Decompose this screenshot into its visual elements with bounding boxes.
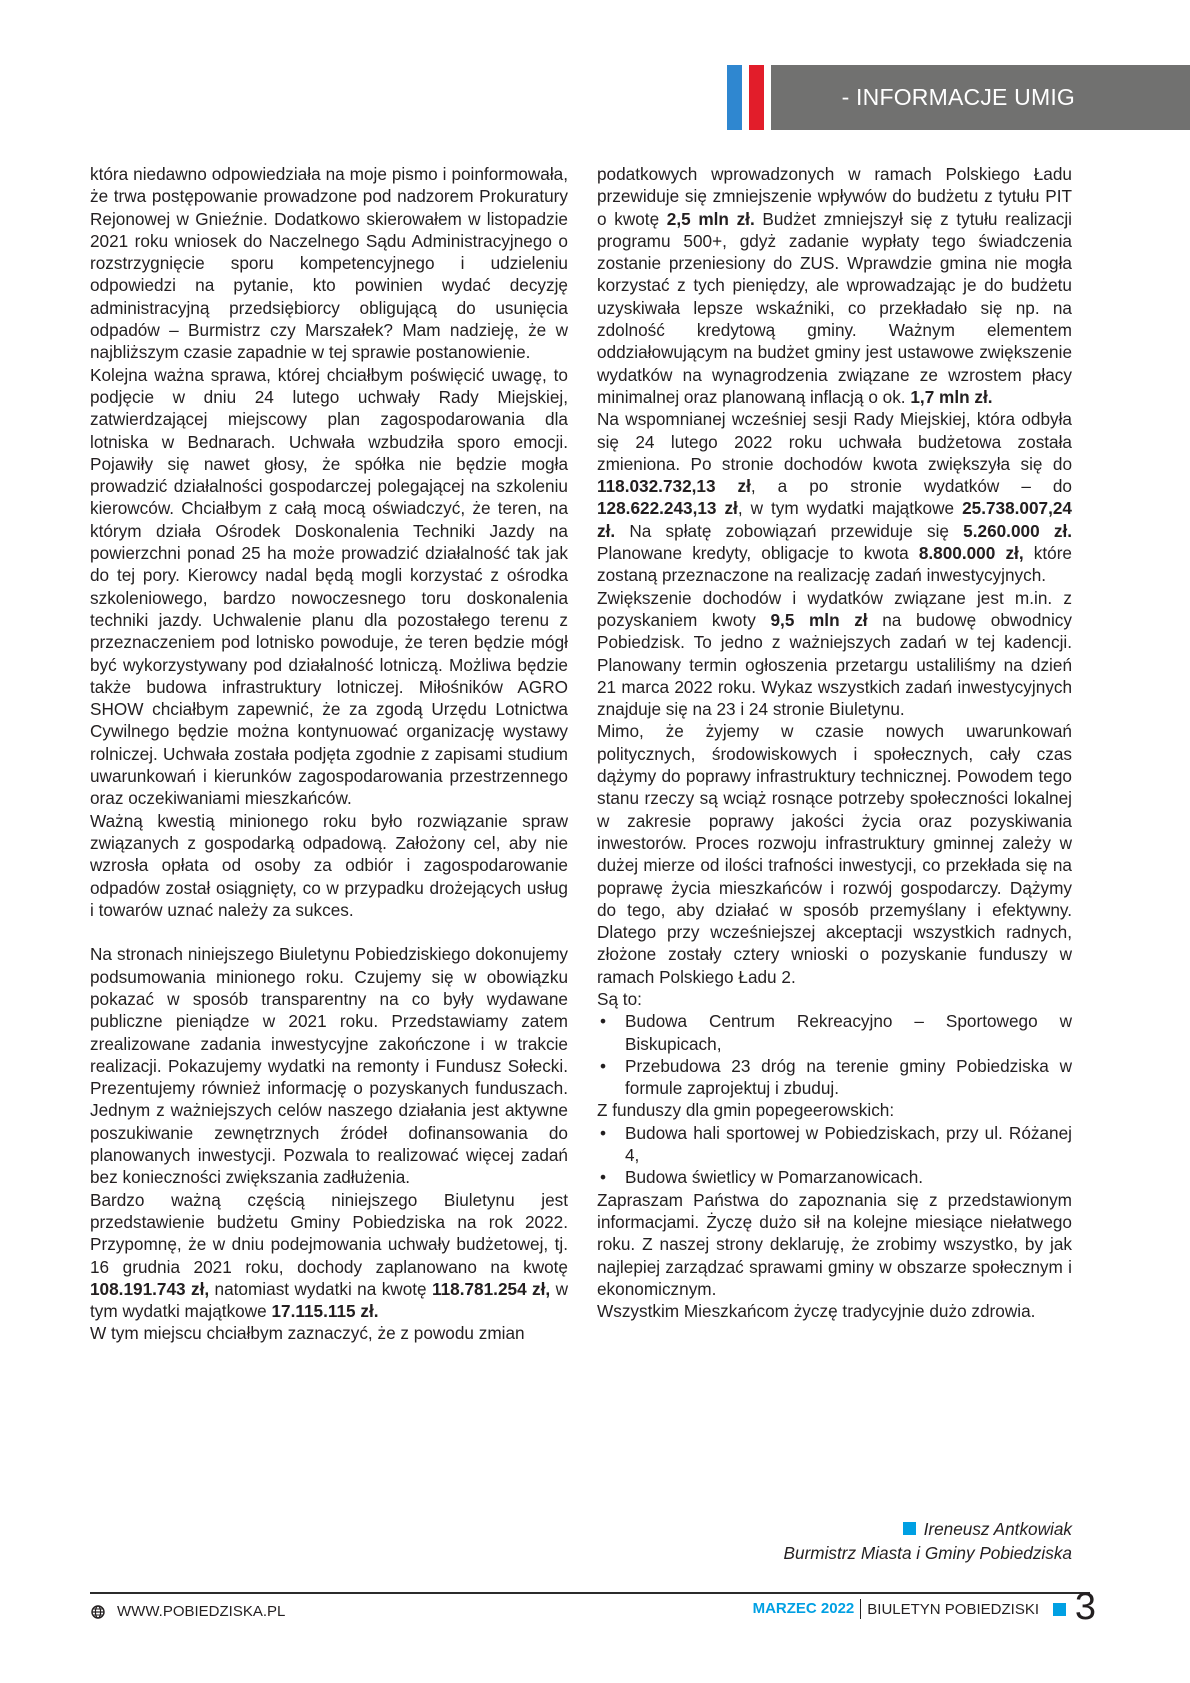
- text: Zwiększenie dochodów i wydatków związane jest m.in. z pozyskaniem kwoty: [597, 587, 1072, 630]
- header-flag-blue-stripe: [727, 65, 742, 130]
- header-flag-red-stripe: [749, 65, 764, 130]
- amended-capital-expenses: 25.738.007,24 zł.: [597, 498, 1072, 541]
- paragraph: Na stronach niniejszego Biuletynu Pobiedziskiego dokonujemy podsumowania minionego roku. Czujemy się w obowiązku pokazać w sposób transparentny na co były wydawane publiczne pieniądze w 2021 roku. Przedstawiamy zatem zrealizowane zadania inwestycyjne zakończone i w trakcie realizacji. Pokazujemy wydatki na remonty i Fundusz Sołecki. Prezentujemy również informację o pozyskanych funduszach. Jednym z ważniejszych celów naszego działania jest aktywne poszukiwanie zewnętrznych źródeł dofinansowania do planowanych inwestycji. Pozwala to realizować więcej zadań bez konieczności zwiększania zadłużenia.: [90, 944, 568, 1188]
- text: na budowę obwodnicy Pobiedzisk. To jedno z ważniejszych zadań w tej kadencji. Planowany termin ogłoszenia przetargu ustaliliśmy na dzień 21 marca 2022 roku. Wykaz wszystkich zadań inwestycyjnych znajduje się na 23 i 24 stronie Biuletynu.: [597, 609, 1072, 720]
- website-link[interactable]: WWW.POBIEDZISKA.PL: [117, 1603, 286, 1620]
- globe-icon: [91, 1605, 105, 1619]
- pit-reduction: 2,5 mln zł.: [666, 208, 755, 229]
- footer-divider: [90, 1592, 1090, 1594]
- paragraph: która niedawno odpowiedziała na moje pismo i poinformowała, że trwa postępowanie prowadzone pod nadzorem Prokuratury Rejonowej w Gnieźnie. Dodatkowo skierowałem w listopadzie 2021 roku wniosek do Naczelnego Sądu Administracyjnego o rozstrzygnięcie sporu kompetencyjnego i udzieleniu odpowiedzi na pytanie, kto powinien wydać decyzję administracyjną przedsiębiorcy obligującą do usunięcia odpadów – Burmistrz czy Marszałek? Mam nadzieję, że w najbliższym czasie zapadnie w tej sprawie postanowienie.: [90, 164, 568, 363]
- text: w tym wydatki majątkowe: [90, 1278, 569, 1322]
- text: podatkowych wprowadzonych w ramach Polskiego Ładu przewiduje się zmniejszenie wpływów do budżetu z tytułu PIT o kwotę: [597, 164, 1072, 229]
- article-column-right: [597, 163, 1072, 1322]
- section-header: [771, 65, 1190, 130]
- polski-lad-projects-list: [597, 1010, 1072, 1099]
- text: , a po stronie wydatków – do: [750, 476, 1072, 497]
- paragraph: Mimo, że żyjemy w czasie nowych uwarunkowań politycznych, środowiskowych i społecznych, cały czas dążymy do poprawy infrastruktury technicznej. Powodem tego stanu rzeczy są wciąż rosnące potrzeby społeczności lokalnej w zakresie poprawy jakości życia oraz pozyskiwania inwestorów. Proces rozwoju infrastruktury gminnej zależy w dużej mierze od ilości trafności inwestycji, co przekłada się na poprawę życia mieszkańców i rozwój gospodarczy. Dążymy do tego, aby działać w sposób przemyślany i efektywny. Dlatego przy wcześniejszej akceptacji wszystkich radnych, złożone zostały cztery wnioski o pozyskanie funduszy w ramach Polskiego Ładu 2.: [597, 721, 1072, 987]
- text: natomiast wydatki na kwotę: [209, 1278, 432, 1299]
- list-item: • Budowa hali sportowej w Pobiedziskach, przy ul. Różanej 4,: [597, 1122, 1072, 1167]
- paragraph: [597, 163, 1072, 408]
- paragraph: Zapraszam Państwa do zapoznania się z przedstawionym informacjami. Życzę dużo sił na kolejne miesiące niełatwego roku. Z naszej strony deklaruję, że zrobimy wszystko, by jak najlepiej zarządzać sprawami gminy w obszarze społecznym i ekonomicznym.: [597, 1189, 1072, 1299]
- paragraph: Ważną kwestią minionego roku było rozwiązanie spraw związanych z gospodarką odpadową. Założony cel, aby nie wzrosła opłata od osoby za odbiór i zagospodarowanie odpadów został osiągnięty, co w przypadku drożejących usług i towarów uznać należy za sukces.: [90, 810, 568, 920]
- footer-issue-info: [753, 1599, 1066, 1619]
- inflation-amount: 1,7 mln zł.: [910, 386, 993, 407]
- planned-capital-expenses: 17.115.115 zł.: [271, 1301, 379, 1322]
- text: które zostaną przeznaczone na realizację zadań inwestycyjnych.: [597, 543, 1072, 586]
- signature: [784, 1517, 1072, 1565]
- planned-income: 108.191.743 zł,: [90, 1278, 210, 1299]
- list-item: • Budowa świetlicy w Pomarzanowicach.: [597, 1166, 1072, 1188]
- text: Bardzo ważną częścią niniejszego Biuletynu jest przedstawienie budżetu Gminy Pobiedziska na rok 2022. Przypomnę, że w dniu podejmowania uchwały budżetowej, tj. 16 grudnia 2021 roku, dochody zaplanowano na kwotę: [90, 1189, 568, 1277]
- amended-income: 118.032.732,13 zł: [597, 476, 751, 497]
- amended-expenses: 128.622.243,13 zł: [597, 498, 738, 519]
- text: Planowane kredyty, obligacje to kwota: [597, 543, 919, 564]
- text: Budżet zmniejszył się z tytułu realizacji programu 500+, gdyż zadanie wypłaty tego świadczenia zostanie przeniesiony do ZUS. Wprawdzie gmina nie mogła korzystać z tych pieniędzy, ale wprowadzając je do budżetu uzyskiwała lepsze wskaźniki, co przekładało się np. na zdolność kredytową gminy. Ważnym elementem oddziałowującym na budżet gminy jest ustawowe zwiększenie wydatków na wynagrodzenia związane ze wzrostem płacy minimalnej oraz planowaną inflacją o ok.: [597, 208, 1073, 407]
- list-item: • Budowa Centrum Rekreacyjno – Sportowego w Biskupicach,: [597, 1010, 1072, 1055]
- text: Na spłatę zobowiązań przewiduje się: [615, 520, 964, 541]
- text: Na wspomnianej wcześniej sesji Rady Miejskiej, która odbyła się 24 lutego 2022 roku uchwała budżetowa została zmieniona. Po stronie dochodów kwota zwiększyła się do: [597, 409, 1072, 474]
- list-item: • Przebudowa 23 dróg na terenie gminy Pobiedziska w formule zaprojektuj i zbuduj.: [597, 1055, 1072, 1100]
- signature-role: Burmistrz Miasta i Gminy Pobiedziska: [783, 1543, 1072, 1563]
- issue-date: MARZEC 2022: [753, 1599, 862, 1619]
- text: , w tym wydatki majątkowe: [737, 498, 963, 519]
- planned-expenses: 118.781.254 zł,: [432, 1278, 551, 1299]
- list-intro: Są to:: [597, 988, 642, 1009]
- publication-name: BIULETYN POBIEDZISKI: [867, 1600, 1039, 1618]
- popegeerowskie-projects-list: [597, 1122, 1072, 1189]
- accent-square-icon: [903, 1522, 916, 1535]
- paragraph: Wszystkim Mieszkańcom życzę tradycyjnie dużo zdrowia.: [597, 1301, 1036, 1322]
- paragraph: Kolejna ważna sprawa, której chciałbym poświęcić uwagę, to podjęcie w dniu 24 lutego uchwały Rady Miejskiej, zatwierdzającej miejscowy plan zagospodarowania dla lotniska w Bednarach. Uchwała wzbudziła sporo emocji. Pojawiły się nawet głosy, że spółka nie będzie mogła prowadzić działalności gospodarczej polegającej na szkoleniu kierowców. Chciałbym z całą mocą oświadczyć, że teren, na którym działa Ośrodek Doskonalenia Techniki Jazdy na powierzchni ponad 25 ha może prowadzić działalność tak jak do tej pory. Kierowcy nadal będą mogli korzystać z ośrodka szkoleniowego, bardzo nowoczesnego toru doskonalenia techniki jazdy. Uchwalenie planu dla pozostałego terenu z przeznaczeniem pod lotnisko powoduje, że teren będzie mógł być wykorzystywany pod działalność lotniczą. Możliwa będzie także budowa infrastruktury lotniczej. Miłośników AGRO SHOW chciałbym zapewnić, że za zgodą Urzędu Lotnictwa Cywilnego będzie można kontynuować organizację wystawy rolniczej. Uchwała została podjęta zgodnie z zapisami studium uwarunkowań i kierunków zagospodarowania przestrzennego oraz oczekiwaniami mieszkańców.: [90, 364, 568, 809]
- bypass-funding: 9,5 mln zł: [770, 609, 868, 630]
- section-title: - INFORMACJE UMIG: [841, 84, 1075, 110]
- list-intro: Z funduszy dla gmin popegeerowskich:: [597, 1100, 895, 1121]
- footer-website[interactable]: [91, 1603, 285, 1620]
- page-number: 3: [1074, 1586, 1096, 1628]
- paragraph: [597, 587, 1072, 721]
- signature-name: Ireneusz Antkowiak: [923, 1519, 1072, 1539]
- planned-loans: 8.800.000 zł,: [918, 543, 1024, 564]
- article-column-left: [90, 163, 568, 1345]
- paragraph: [597, 408, 1072, 586]
- paragraph: W tym miejscu chciałbym zaznaczyć, że z powodu zmian: [90, 1323, 525, 1344]
- budget-paragraph: [90, 1189, 568, 1323]
- accent-square-icon: [1053, 1603, 1066, 1616]
- debt-repayment: 5.260.000 zł.: [963, 520, 1072, 541]
